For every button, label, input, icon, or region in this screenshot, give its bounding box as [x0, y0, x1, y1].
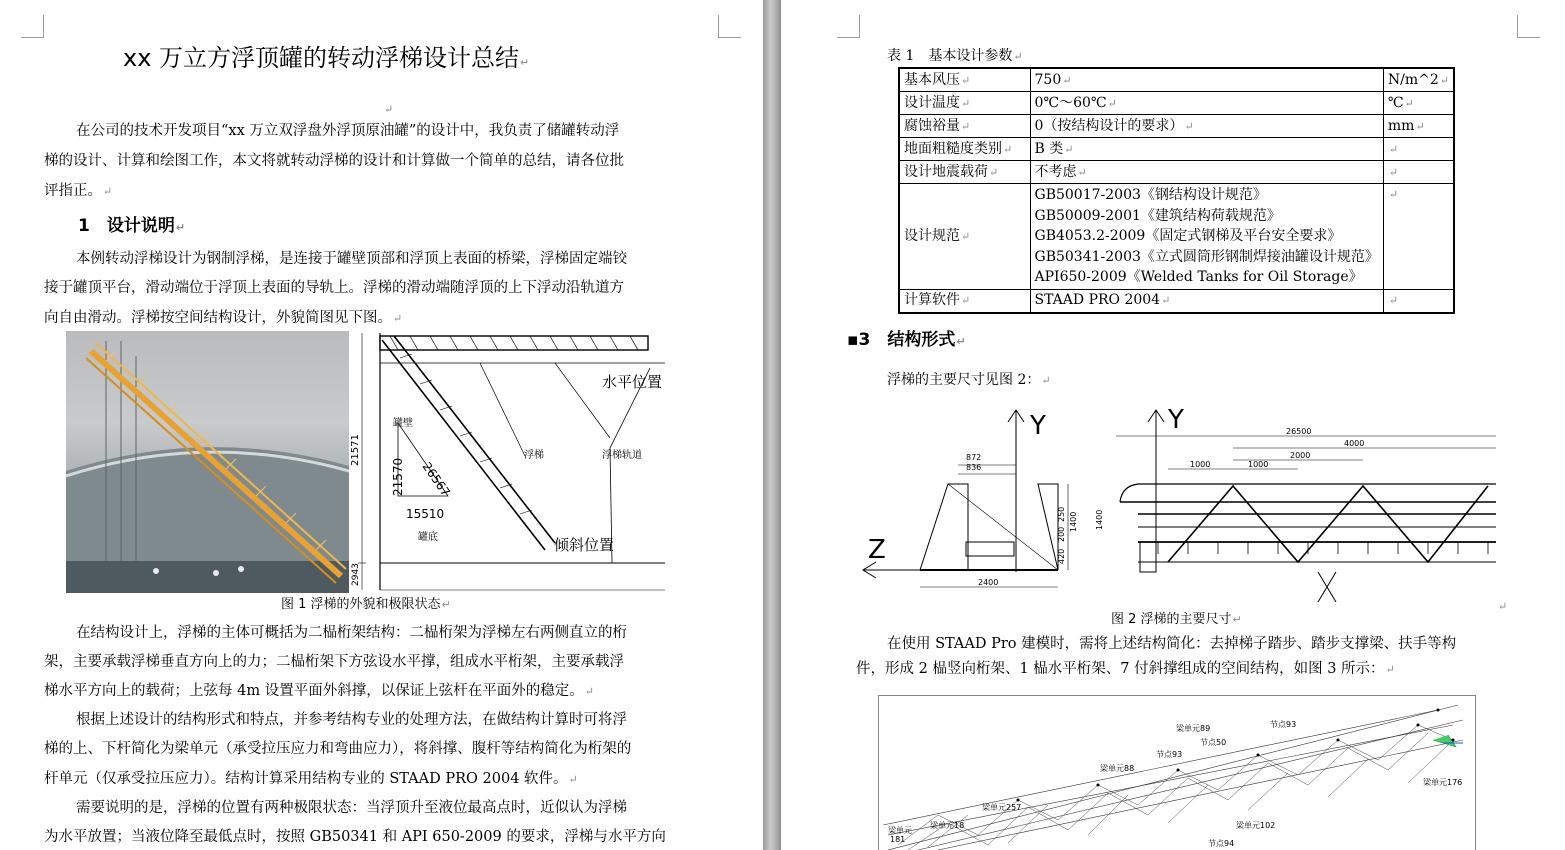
body-line: 根据上述设计的结构形式和特点，并参考结构专业的处理方法，在做结构计算时可将浮	[76, 712, 627, 728]
table-row: 设计温度↵ 0℃～60℃↵ ℃↵	[899, 92, 1454, 115]
table-caption: 表 1 基本设计参数↵	[887, 48, 1023, 64]
label-beam-181: 梁单元	[888, 826, 912, 835]
body-line: 本例转动浮梯设计为钢制浮梯，是连接于罐壁顶部和浮顶上表面的桥梁，浮梯固定端铰	[76, 251, 627, 267]
table-row: 设计地震载荷↵ 不考虑↵ ↵	[899, 161, 1454, 184]
body-line: 件，形成 2 榀竖向桁架、1 榀水平桁架、7 付斜撑组成的空间结构，如图 3 所示：↵	[856, 661, 1395, 677]
bottom-label: 罐底	[418, 532, 438, 543]
axis-y-label-side: Y	[1168, 405, 1184, 435]
label-beam-257: 梁单元257	[982, 803, 1022, 812]
label-beam-176: 梁单元176	[1423, 778, 1463, 787]
wall-label: 罐壁	[393, 418, 413, 429]
label-beam-181-num: 181	[890, 835, 906, 844]
floating-ladder-photo	[66, 331, 349, 593]
label-beam-88: 梁单元88	[1100, 764, 1135, 773]
figure1-caption: 图 1 浮梯的外貌和极限状态↵	[281, 597, 451, 612]
tri-horizontal-label: 15510	[406, 507, 445, 521]
axis-z-label: Z	[868, 535, 886, 565]
dim-1000b: 1000	[1248, 460, 1269, 469]
body-line: 架，主要承载浮梯垂直方向上的力；二榀桁架下方弦设水平撑，组成水平桁架，主要承载浮	[44, 654, 624, 670]
crop-mark	[1517, 15, 1540, 38]
label-beam-89: 梁单元89	[1176, 724, 1211, 733]
dim-1000a: 1000	[1190, 460, 1211, 469]
figure2-intro: 浮梯的主要尺寸见图 2：↵	[887, 372, 1051, 388]
label-beam-18: 梁单元18	[930, 821, 965, 830]
crop-mark	[837, 15, 860, 38]
body-line: 杆单元（仅承受拉压应力）。结构计算采用结构专业的 STAAD PRO 2004 软件。↵	[44, 771, 578, 787]
label-node-94: 节点94	[1208, 839, 1235, 848]
table-row: 计算软件↵ STAAD PRO 2004↵ ↵	[899, 289, 1454, 313]
section-heading-structure: ▪3 结构形式↵	[847, 330, 966, 350]
dim-836: 836	[966, 463, 982, 472]
section-heading-design: 1 设计说明↵	[78, 216, 186, 236]
staad-model-drawing	[878, 695, 1476, 850]
ladder-limit-state-drawing	[350, 328, 670, 596]
design-parameters-table	[898, 67, 1455, 314]
dim-26500: 26500	[1286, 427, 1312, 436]
dim-200: 200	[1057, 526, 1066, 542]
ladder-dimension-drawing	[858, 402, 1496, 608]
empty-paragraph: ↵	[1498, 600, 1508, 613]
table-row: 设计规范↵ GB50017-2003《钢结构设计规范》 GB50009-2001《建筑结构荷载规范》 GB4053.2-2009《固定式钢梯及平台安全要求》 GB50341-2003《立式圆筒形钢制焊接油罐设计规范》 API650-2009《Welded Tanks for Oil Storage》 ↵	[899, 184, 1454, 290]
body-line: 向自由滑动。浮梯按空间结构设计，外貌简图见下图。↵	[44, 310, 403, 326]
label-node-93a: 节点93	[1270, 720, 1297, 729]
intro-line: 评指正。↵	[44, 183, 113, 199]
table-row: 腐蚀裕量↵ 0（按结构设计的要求）↵ mm↵	[899, 115, 1454, 138]
dim-2400: 2400	[978, 578, 999, 587]
label-beam-102: 梁单元102	[1236, 821, 1276, 830]
track-label: 浮梯轨道	[602, 450, 642, 461]
empty-paragraph: ↵	[384, 103, 394, 116]
body-line: 需要说明的是，浮梯的位置有两种极限状态：当浮顶升至液位最高点时，近似认为浮梯	[76, 800, 627, 816]
axis-y-label: Y	[1030, 411, 1046, 441]
dim-1400-side: 1400	[1095, 509, 1104, 530]
crop-mark	[21, 15, 44, 38]
document-page-left	[0, 0, 763, 850]
body-line: 梯水平方向上的载荷；上弦每 4m 设置平面外斜撑，以保证上弦杆在平面外的稳定。↵	[44, 683, 594, 699]
label-node-50: 节点50	[1200, 738, 1227, 747]
intro-line: 在公司的技术开发项目“xx 万立双浮盘外浮顶原油罐”的设计中，我负责了储罐转动浮	[76, 123, 620, 139]
dim-low-label: 2943	[351, 563, 361, 586]
photo-illustration	[66, 331, 349, 593]
intro-line: 梯的设计、计算和绘图工作，本文将就转动浮梯的设计和计算做一个简单的总结，请各位批	[44, 153, 624, 169]
dim-1400: 1400	[1069, 511, 1078, 532]
document-title: xx 万立方浮顶罐的转动浮梯设计总结↵	[123, 44, 530, 72]
ladder-label: 浮梯	[524, 450, 544, 461]
dim-872: 872	[966, 453, 982, 462]
inclined-position-label: 倾斜位置	[554, 536, 615, 554]
dim-420: 420	[1057, 548, 1066, 564]
table-row: 地面粗糙度类别↵ B 类↵ ↵	[899, 138, 1454, 161]
label-node-93b: 节点93	[1156, 750, 1183, 759]
body-line: 接于罐顶平台，滑动端位于浮顶上表面的导轨上。浮梯的滑动端随浮顶的上下浮动沿轨道方	[44, 280, 624, 296]
body-line: 梯的上、下杆简化为梁单元（承受拉压应力和弯曲应力），将斜撑、腹杆等结构简化为桁架的	[44, 741, 632, 757]
tri-hypotenuse-label: 26567	[419, 459, 453, 500]
document-page-right	[781, 0, 1565, 850]
body-line: 在使用 STAAD Pro 建模时，需将上述结构简化：去掉梯子踏步、踏步支撑梁、扶手等构	[887, 636, 1457, 652]
dim-4000: 4000	[1344, 439, 1365, 448]
body-line: 为水平放置；当液位降至最低点时，按照 GB50341 和 API 650-2009 的要求，浮梯与水平方向	[44, 829, 666, 845]
crop-mark	[718, 15, 741, 38]
page-gutter	[763, 0, 781, 850]
figure2-caption: 图 2 浮梯的主要尺寸↵	[1111, 612, 1242, 627]
body-line: 在结构设计上，浮梯的主体可概括为二榀桁架结构：二榀桁架为浮梯左右两侧直立的桁	[76, 625, 627, 641]
dim-height-label: 21571	[350, 434, 361, 466]
horizontal-position-label: 水平位置	[602, 373, 663, 391]
tri-vertical-label: 21570	[391, 457, 405, 496]
dim-2000: 2000	[1290, 451, 1311, 460]
dim-250: 250	[1057, 506, 1066, 522]
table-row: 基本风压↵ 750↵ N/m^2↵	[899, 68, 1454, 92]
